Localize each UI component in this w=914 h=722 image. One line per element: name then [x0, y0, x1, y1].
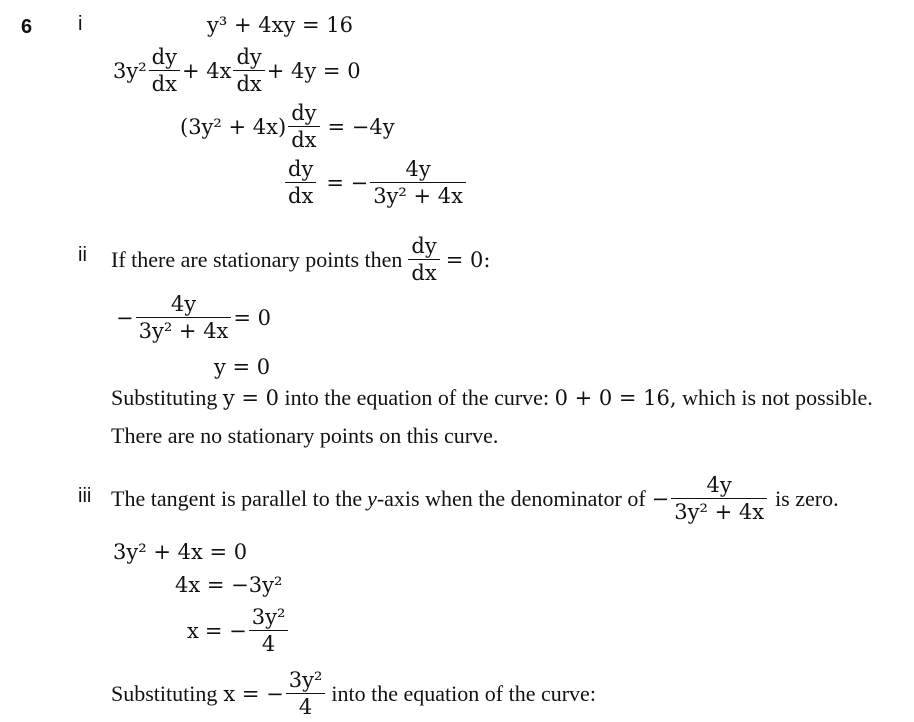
line4-result-fraction — [370, 156, 466, 209]
eq1-rhs: = 0 — [233, 305, 272, 330]
part-ii-intro — [111, 233, 490, 286]
part-i-line3 — [180, 100, 395, 153]
iii-text-a: The tangent is parallel to the — [111, 485, 363, 511]
part-ii-eq1 — [116, 291, 271, 344]
iii-eq2-rhs: = −3y² — [206, 573, 283, 597]
eq1-denominator: 3y² + 4x — [138, 319, 229, 343]
line2-derivative — [149, 44, 180, 97]
part-i-label: i — [78, 13, 83, 35]
question-number: 6 — [21, 16, 33, 38]
iii-sub-fraction — [286, 667, 326, 720]
line3-rhs: = −4y — [327, 114, 395, 139]
iii-sub-denominator: 4 — [298, 695, 313, 719]
part-iii-eq3 — [187, 604, 290, 657]
part-iii-label: iii — [78, 485, 92, 507]
line2-term2: + 4x — [181, 58, 232, 83]
iii-eq3-equals: = − — [204, 618, 247, 643]
part-ii-label: ii — [78, 244, 87, 266]
line4-equals: = − — [326, 170, 369, 195]
sub-text-a: Substituting — [111, 385, 218, 410]
eq1-minus: − — [116, 305, 134, 330]
result-numerator: 4y — [370, 156, 466, 183]
part-ii-derivative — [408, 233, 439, 286]
derivative-denominator: dx — [411, 261, 437, 285]
iii-text-b: -axis when the denominator of — [376, 485, 646, 511]
iii-sub-text-b: into the equation of the curve: — [331, 680, 596, 706]
part-iii-eq2 — [175, 572, 282, 598]
derivative-numerator: dy — [408, 233, 439, 260]
derivative-numerator: dy — [285, 156, 316, 183]
part-iii-intro — [111, 472, 839, 525]
iii-eq3-denominator: 4 — [261, 632, 276, 656]
iii-frac-denominator: 3y² + 4x — [674, 500, 765, 524]
line1-rhs: = 16 — [301, 13, 353, 37]
part-ii-conclusion: There are no stationary points on this curve. — [111, 423, 499, 448]
iii-eq2-lhs: 4x — [175, 573, 201, 597]
part-ii-substitution — [111, 385, 873, 411]
line4-derivative — [285, 156, 316, 209]
sub-math-2: 0 + 0 = 16, — [554, 386, 677, 410]
sub-text-c: which is not possible. — [682, 385, 873, 410]
eq1-fraction — [136, 291, 232, 344]
line3-lhs: (3y² + 4x) — [180, 114, 287, 139]
part-ii-eq2: y = 0 — [214, 355, 271, 379]
line1-lhs: y³ + 4xy — [207, 13, 296, 37]
sub-text-b: into the equation of the curve: — [284, 385, 550, 410]
part-i-line1 — [207, 12, 353, 38]
iii-eq1-lhs: 3y² + 4x — [113, 540, 203, 564]
line2-derivative-2 — [233, 44, 264, 97]
iii-sub-text-a: Substituting — [111, 680, 218, 706]
part-ii-intro-text: If there are stationary points then — [111, 246, 403, 272]
line2-term1: 3y² — [113, 58, 147, 83]
derivative-numerator: dy — [288, 100, 319, 127]
iii-eq1-rhs: = 0 — [209, 540, 248, 564]
eq1-numerator: 4y — [136, 291, 232, 318]
part-i-line4 — [283, 156, 468, 209]
part-i-line2 — [113, 44, 361, 97]
derivative-numerator: dy — [149, 44, 180, 71]
part-iii-eq1 — [113, 539, 247, 565]
line2-term3: + 4y = 0 — [266, 58, 361, 83]
part-ii-intro-end: = 0: — [445, 247, 491, 272]
sub-math: y = 0 — [222, 386, 280, 410]
derivative-denominator: dx — [236, 72, 262, 96]
derivative-denominator: dx — [288, 184, 314, 208]
iii-sub-math: x = − — [223, 681, 284, 706]
iii-frac-minus: − — [651, 486, 670, 511]
iii-sub-numerator: 3y² — [286, 667, 326, 694]
derivative-numerator: dy — [233, 44, 264, 71]
iii-eq3-lhs: x — [187, 618, 199, 643]
iii-fraction — [671, 472, 767, 525]
line3-derivative — [288, 100, 319, 153]
iii-eq3-numerator: 3y² — [249, 604, 289, 631]
iii-text-c: is zero. — [775, 485, 839, 511]
result-denominator: 3y² + 4x — [373, 184, 463, 208]
derivative-denominator: dx — [291, 128, 317, 152]
part-iii-substitution — [111, 667, 596, 720]
iii-text-var: y — [367, 485, 377, 511]
derivative-denominator: dx — [151, 72, 177, 96]
iii-frac-numerator: 4y — [671, 472, 767, 499]
iii-eq3-fraction — [249, 604, 289, 657]
